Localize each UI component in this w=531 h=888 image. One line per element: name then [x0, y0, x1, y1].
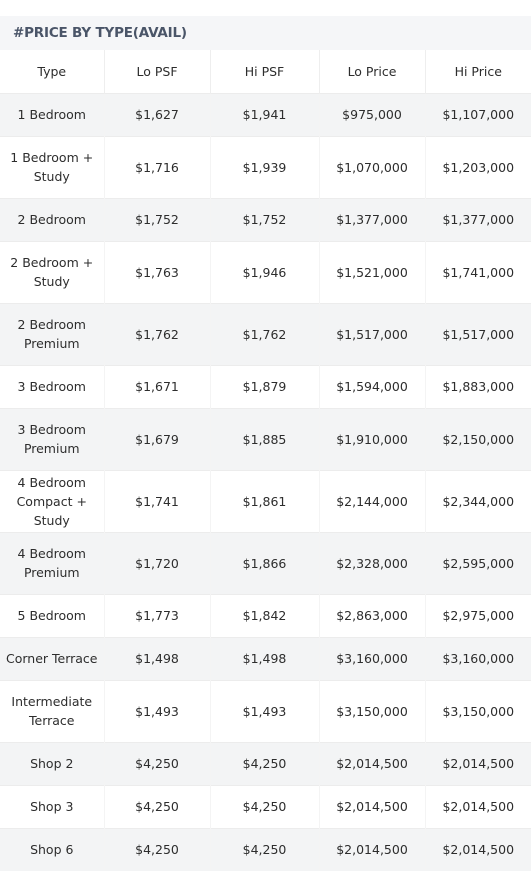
cell-hi-price: $3,150,000 [425, 680, 531, 742]
cell-lo-psf: $4,250 [104, 785, 210, 828]
cell-type: 3 Bedroom [0, 365, 104, 408]
cell-type: 3 Bedroom Premium [0, 408, 104, 470]
cell-hi-price: $1,883,000 [425, 365, 531, 408]
table-row [0, 470, 531, 532]
cell-lo-price: $1,594,000 [319, 365, 425, 408]
cell-lo-price: $1,070,000 [319, 136, 425, 198]
cell-type: 2 Bedroom Premium [0, 303, 104, 365]
cell-hi-psf: $1,752 [210, 198, 319, 241]
cell-type: Shop 6 [0, 828, 104, 871]
table-row [0, 198, 531, 241]
cell-lo-psf: $1,627 [104, 93, 210, 136]
cell-hi-psf: $1,861 [210, 470, 319, 532]
table-row [0, 637, 531, 680]
cell-type: 4 Bedroom Premium [0, 532, 104, 594]
cell-lo-price: $975,000 [319, 93, 425, 136]
table-row [0, 532, 531, 594]
cell-lo-psf: $1,671 [104, 365, 210, 408]
cell-lo-psf: $1,716 [104, 136, 210, 198]
cell-hi-psf: $1,842 [210, 594, 319, 637]
table-row [0, 408, 531, 470]
cell-lo-psf: $1,720 [104, 532, 210, 594]
cell-lo-price: $3,160,000 [319, 637, 425, 680]
cell-lo-psf: $1,498 [104, 637, 210, 680]
cell-hi-price: $2,595,000 [425, 532, 531, 594]
cell-lo-price: $1,910,000 [319, 408, 425, 470]
header-lo-psf: Lo PSF [104, 50, 210, 93]
cell-hi-psf: $4,250 [210, 785, 319, 828]
cell-lo-psf: $1,741 [104, 470, 210, 532]
cell-lo-price: $1,521,000 [319, 241, 425, 303]
cell-type: 5 Bedroom [0, 594, 104, 637]
cell-lo-psf: $1,762 [104, 303, 210, 365]
cell-lo-price: $2,014,500 [319, 742, 425, 785]
cell-hi-psf: $1,498 [210, 637, 319, 680]
cell-lo-price: $2,014,500 [319, 828, 425, 871]
cell-hi-psf: $1,941 [210, 93, 319, 136]
cell-type: 1 Bedroom + Study [0, 136, 104, 198]
table-row [0, 785, 531, 828]
table-header [0, 50, 531, 93]
cell-hi-price: $2,344,000 [425, 470, 531, 532]
cell-hi-price: $2,150,000 [425, 408, 531, 470]
cell-lo-price: $2,144,000 [319, 470, 425, 532]
cell-hi-price: $1,107,000 [425, 93, 531, 136]
cell-lo-price: $1,377,000 [319, 198, 425, 241]
table-row [0, 742, 531, 785]
cell-type: Intermediate Terrace [0, 680, 104, 742]
card-title: #PRICE BY TYPE(AVAIL) [0, 16, 531, 50]
cell-hi-psf: $1,946 [210, 241, 319, 303]
cell-hi-psf: $1,885 [210, 408, 319, 470]
cell-hi-price: $1,203,000 [425, 136, 531, 198]
cell-lo-psf: $1,752 [104, 198, 210, 241]
cell-hi-psf: $1,866 [210, 532, 319, 594]
header-hi-psf: Hi PSF [210, 50, 319, 93]
table-row [0, 594, 531, 637]
cell-lo-psf: $1,773 [104, 594, 210, 637]
cell-type: Shop 3 [0, 785, 104, 828]
cell-type: 1 Bedroom [0, 93, 104, 136]
table-row [0, 828, 531, 871]
table-row [0, 93, 531, 136]
cell-type: 2 Bedroom [0, 198, 104, 241]
header-row [0, 50, 531, 93]
cell-lo-psf: $1,679 [104, 408, 210, 470]
cell-hi-psf: $1,939 [210, 136, 319, 198]
cell-hi-price: $2,014,500 [425, 785, 531, 828]
table-row [0, 241, 531, 303]
cell-hi-price: $2,014,500 [425, 828, 531, 871]
table-row [0, 680, 531, 742]
cell-lo-price: $2,328,000 [319, 532, 425, 594]
cell-hi-price: $1,377,000 [425, 198, 531, 241]
table-row [0, 136, 531, 198]
cell-hi-psf: $1,762 [210, 303, 319, 365]
cell-lo-psf: $4,250 [104, 828, 210, 871]
cell-lo-price: $1,517,000 [319, 303, 425, 365]
cell-hi-price: $2,975,000 [425, 594, 531, 637]
cell-type: Corner Terrace [0, 637, 104, 680]
cell-hi-price: $2,014,500 [425, 742, 531, 785]
price-by-type-card [0, 16, 531, 863]
cell-lo-price: $2,014,500 [319, 785, 425, 828]
header-hi-price: Hi Price [425, 50, 531, 93]
header-lo-price: Lo Price [319, 50, 425, 93]
cell-hi-psf: $4,250 [210, 828, 319, 871]
cell-lo-psf: $1,493 [104, 680, 210, 742]
cell-hi-price: $3,160,000 [425, 637, 531, 680]
cell-lo-price: $3,150,000 [319, 680, 425, 742]
cell-lo-price: $2,863,000 [319, 594, 425, 637]
cell-hi-psf: $1,879 [210, 365, 319, 408]
table-row [0, 303, 531, 365]
cell-type: 4 Bedroom Compact + Study [0, 470, 104, 532]
price-table [0, 50, 531, 871]
cell-hi-psf: $4,250 [210, 742, 319, 785]
cell-lo-psf: $4,250 [104, 742, 210, 785]
cell-type: 2 Bedroom + Study [0, 241, 104, 303]
cell-hi-price: $1,517,000 [425, 303, 531, 365]
cell-lo-psf: $1,763 [104, 241, 210, 303]
cell-hi-psf: $1,493 [210, 680, 319, 742]
table-body [0, 93, 531, 871]
header-type: Type [0, 50, 104, 93]
cell-type: Shop 2 [0, 742, 104, 785]
table-row [0, 365, 531, 408]
cell-hi-price: $1,741,000 [425, 241, 531, 303]
